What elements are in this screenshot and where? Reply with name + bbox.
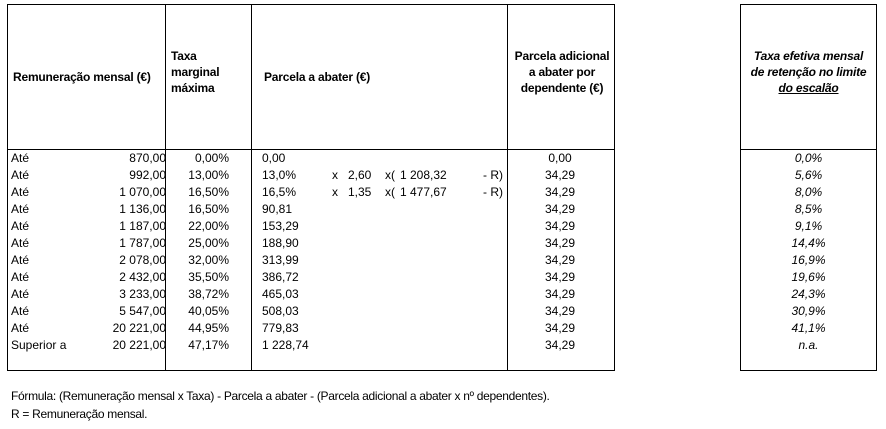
row-taxa: 16,50% — [188, 185, 229, 199]
table-row — [8, 150, 614, 167]
row-label: Até — [11, 304, 30, 318]
header-efetiva: Taxa efetiva mensal de retenção no limite do escalão — [750, 49, 867, 95]
row-parcela: 386,72 — [262, 270, 299, 284]
row-label: Até — [11, 270, 30, 284]
row-minus-r: - R) — [483, 185, 503, 199]
header-remuneracao: Remuneração mensal (€) — [13, 70, 151, 84]
table-row — [8, 269, 614, 286]
row-parcela: 16,5% — [262, 185, 297, 199]
row-remuneracao: 992,00 — [129, 168, 166, 182]
row-base: 1 477,67 — [400, 185, 447, 199]
row-parcela: 0,00 — [262, 151, 286, 165]
table-row — [8, 218, 614, 235]
row-taxa: 22,00% — [188, 219, 229, 233]
effective-rate-cell: 0,0% — [794, 151, 823, 165]
table-row — [8, 252, 614, 269]
row-x-paren: x( — [385, 185, 395, 199]
row-dependente: 34,29 — [544, 270, 576, 284]
header-taxa: Taxa marginal máxima — [171, 49, 220, 95]
row-remuneracao: 1 787,00 — [119, 236, 166, 250]
row-remuneracao: 870,00 — [129, 151, 166, 165]
row-label: Até — [11, 185, 30, 199]
row-minus-r: - R) — [483, 168, 503, 182]
row-remuneracao: 1 070,00 — [119, 185, 166, 199]
row-parcela: 153,29 — [262, 219, 299, 233]
row-x-paren: x( — [385, 168, 395, 182]
effective-rate-cell: 16,9% — [791, 253, 826, 267]
row-parcela: 1 228,74 — [262, 338, 309, 352]
row-label: Até — [11, 321, 30, 335]
row-dependente: 34,29 — [544, 287, 576, 301]
row-dependente: 34,29 — [544, 253, 576, 267]
row-dependente: 34,29 — [544, 168, 576, 182]
row-parcela: 188,90 — [262, 236, 299, 250]
row-taxa: 38,72% — [188, 287, 229, 301]
row-remuneracao: 20 221,00 — [112, 321, 166, 335]
row-remuneracao: 20 221,00 — [112, 338, 166, 352]
r-definition-note: R = Remuneração mensal. — [11, 407, 148, 421]
row-x-sign: x — [332, 185, 338, 199]
row-dependente: 34,29 — [544, 202, 576, 216]
row-remuneracao: 5 547,00 — [119, 304, 166, 318]
effective-rate-cell: 8,5% — [794, 202, 823, 216]
row-label: Até — [11, 219, 30, 233]
row-taxa: 25,00% — [188, 236, 229, 250]
table-row — [8, 167, 614, 184]
row-dependente: 34,29 — [544, 304, 576, 318]
row-taxa: 47,17% — [188, 338, 229, 352]
row-dependente: 34,29 — [544, 236, 576, 250]
effective-rate-cell: 41,1% — [791, 321, 826, 335]
row-label: Até — [11, 168, 30, 182]
row-taxa: 44,95% — [188, 321, 229, 335]
row-dependente: 34,29 — [544, 185, 576, 199]
row-label: Superior a — [11, 338, 67, 352]
row-parcela: 508,03 — [262, 304, 299, 318]
row-dependente: 34,29 — [544, 338, 576, 352]
row-dependente: 34,29 — [544, 321, 576, 335]
row-label: Até — [11, 253, 30, 267]
row-taxa: 0,00% — [194, 151, 229, 165]
row-parcela: 13,0% — [262, 168, 297, 182]
table-row — [8, 286, 614, 303]
table-row — [8, 235, 614, 252]
effective-rate-table — [740, 4, 877, 371]
row-remuneracao: 1 187,00 — [119, 219, 166, 233]
row-taxa: 40,05% — [188, 304, 229, 318]
row-remuneracao: 3 233,00 — [119, 287, 166, 301]
effective-rate-cell: n.a. — [798, 338, 819, 352]
row-dependente: 0,00 — [548, 151, 572, 165]
row-parcela: 313,99 — [262, 253, 299, 267]
row-x-sign: x — [332, 168, 338, 182]
row-label: Até — [11, 151, 30, 165]
header-adicional: Parcela adicional a abater por dependente (€) — [514, 49, 610, 95]
formula-note: Fórmula: (Remuneração mensal x Taxa) - Parcela a abater - (Parcela adicional a abater x nº dependentes). — [11, 389, 550, 403]
effective-rate-cell: 9,1% — [794, 219, 823, 233]
row-remuneracao: 1 136,00 — [119, 202, 166, 216]
effective-rate-cell: 5,6% — [794, 168, 823, 182]
withholding-table — [7, 4, 615, 371]
row-label: Até — [11, 236, 30, 250]
table-row — [8, 337, 614, 354]
row-taxa: 13,00% — [188, 168, 229, 182]
row-dependente: 34,29 — [544, 219, 576, 233]
effective-rate-cell: 8,0% — [794, 185, 823, 199]
table-row — [8, 184, 614, 201]
row-taxa: 35,50% — [188, 270, 229, 284]
row-multiplier: 1,35 — [348, 185, 372, 199]
effective-rate-cell: 24,3% — [791, 287, 826, 301]
effective-rate-cell: 19,6% — [791, 270, 826, 284]
row-label: Até — [11, 287, 30, 301]
table-row — [8, 303, 614, 320]
row-parcela: 90,81 — [262, 202, 293, 216]
effective-rate-cell: 14,4% — [791, 236, 826, 250]
table-row — [8, 201, 614, 218]
row-remuneracao: 2 432,00 — [119, 270, 166, 284]
table-row — [8, 320, 614, 337]
row-remuneracao: 2 078,00 — [119, 253, 166, 267]
row-taxa: 32,00% — [188, 253, 229, 267]
effective-rate-cell: 30,9% — [791, 304, 826, 318]
row-base: 1 208,32 — [400, 168, 447, 182]
header-parcela: Parcela a abater (€) — [264, 70, 371, 84]
row-taxa: 16,50% — [188, 202, 229, 216]
row-parcela: 779,83 — [262, 321, 299, 335]
row-label: Até — [11, 202, 30, 216]
row-parcela: 465,03 — [262, 287, 299, 301]
row-multiplier: 2,60 — [348, 168, 372, 182]
